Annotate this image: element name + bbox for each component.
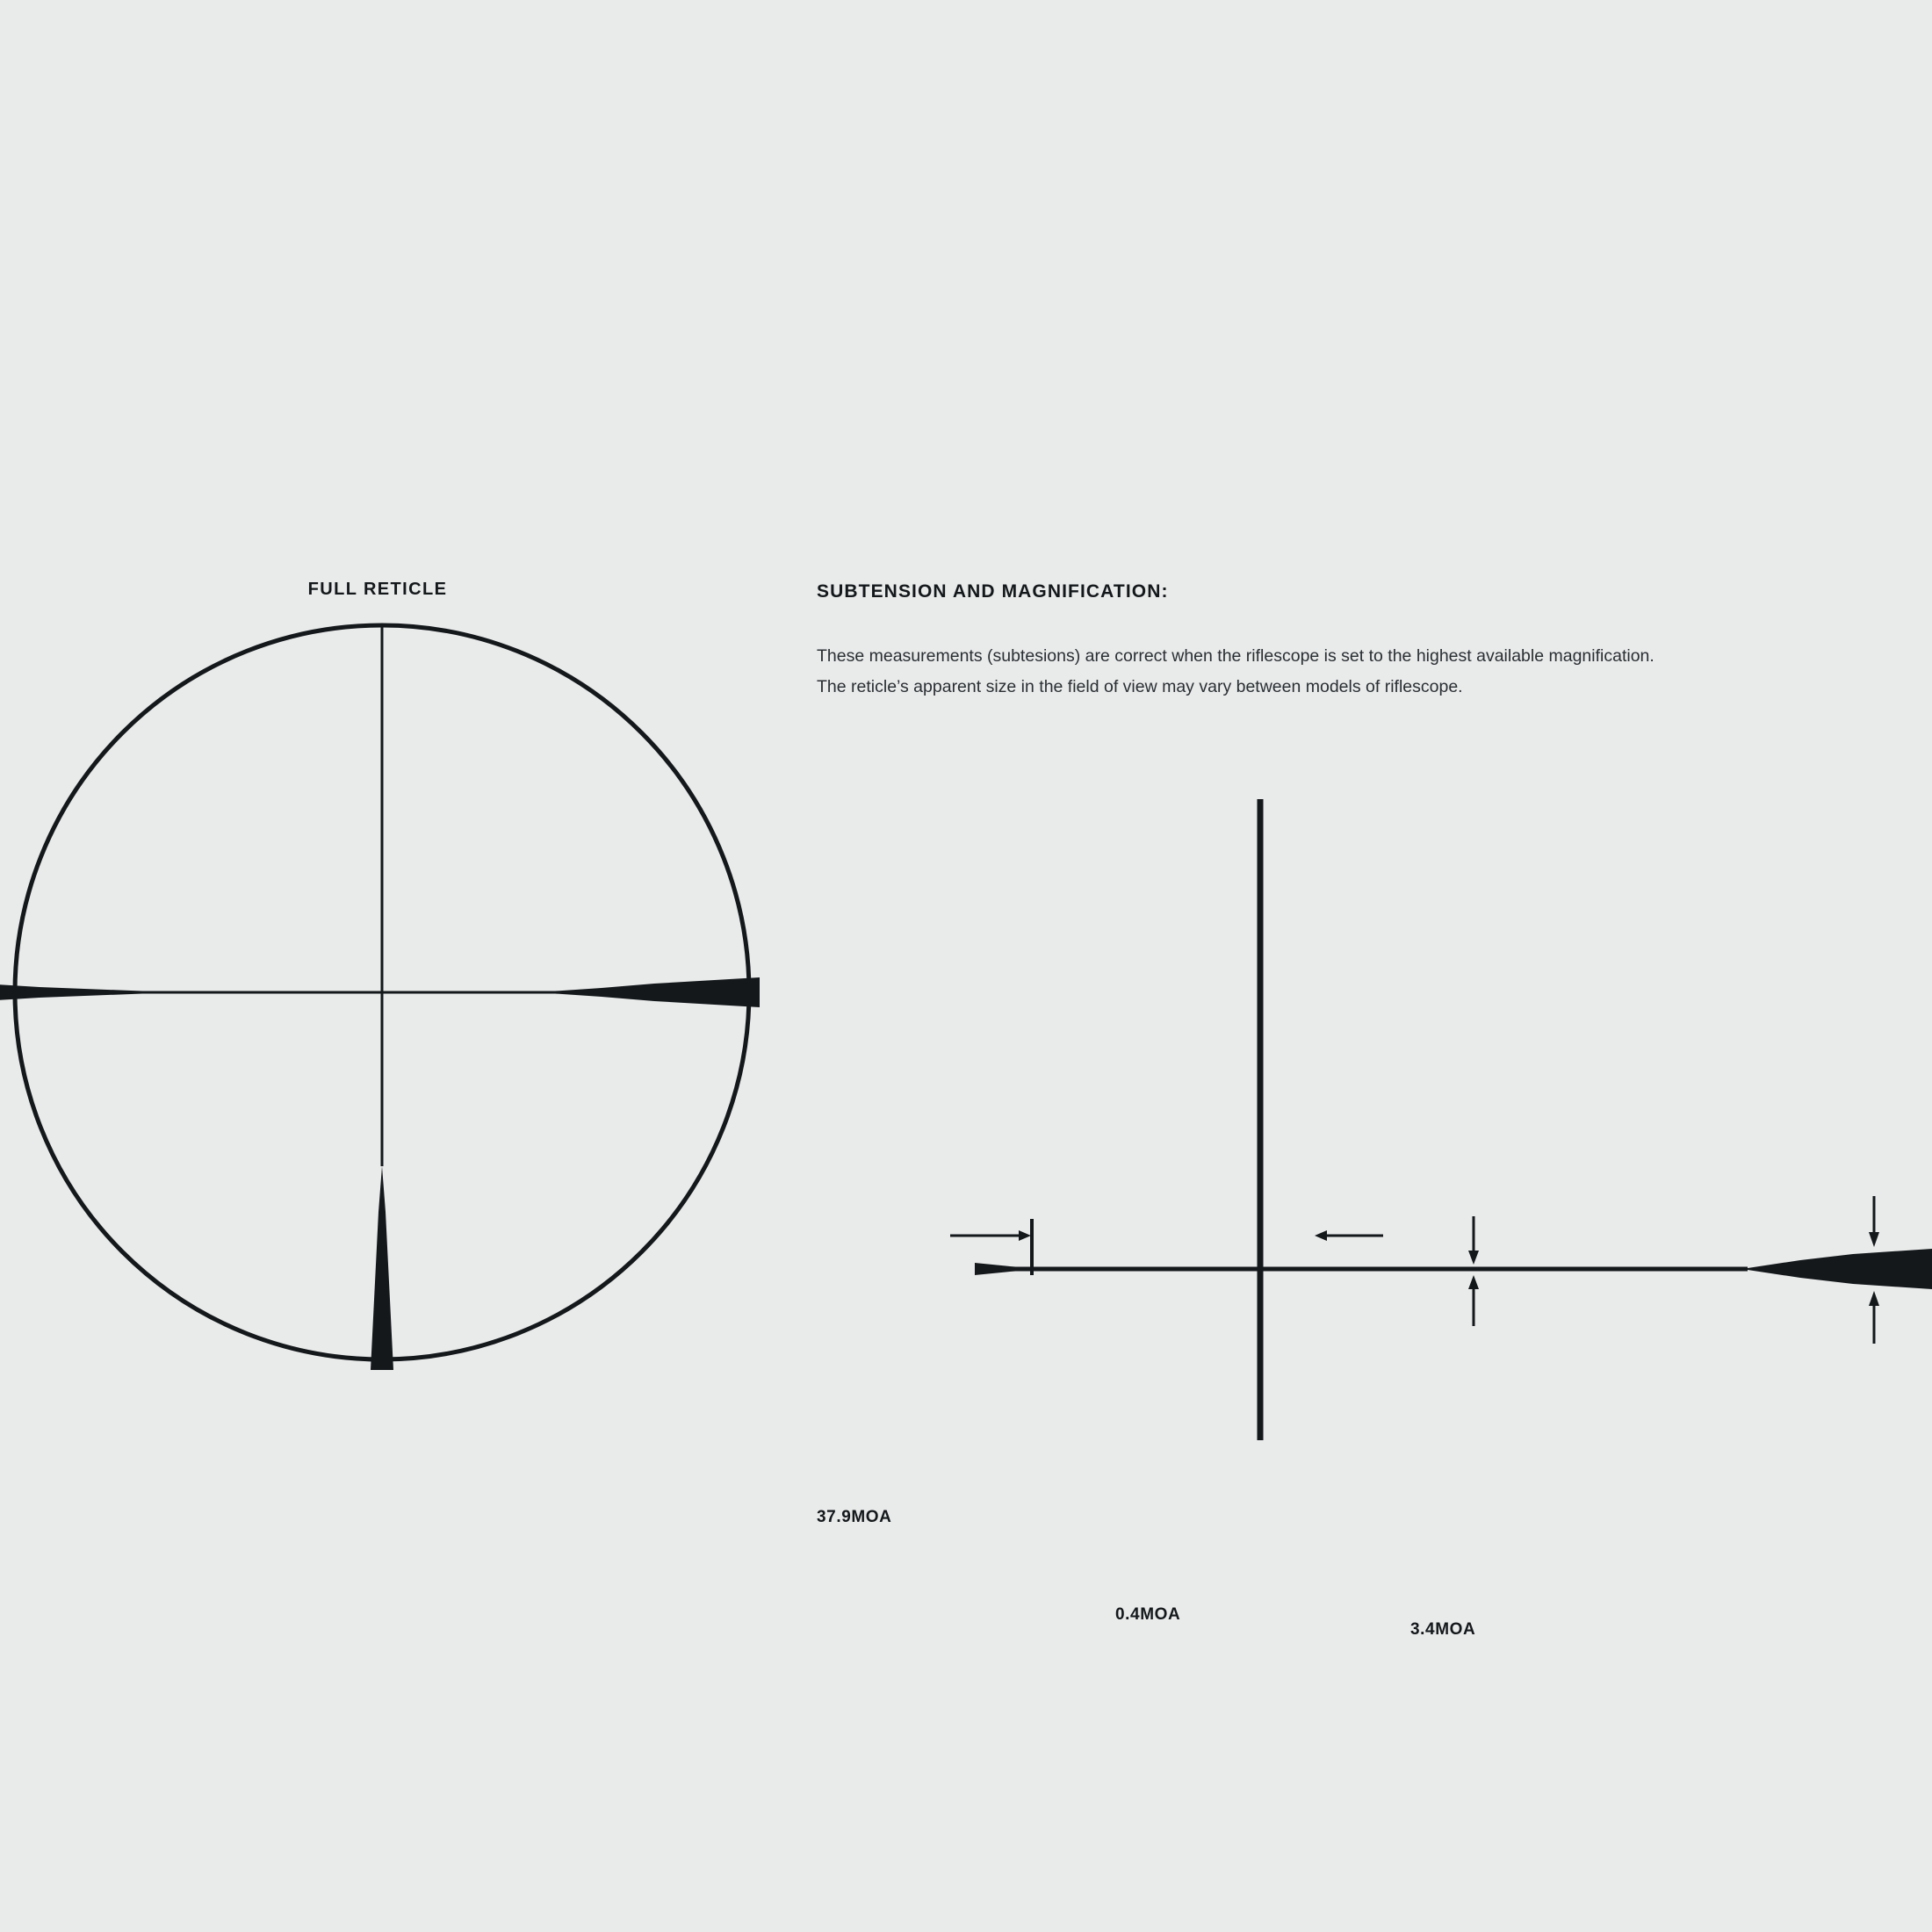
arrow-0-4moa-bottom — [1468, 1275, 1479, 1326]
full-reticle-title: FULL RETICLE — [307, 580, 448, 599]
left-thick-post — [0, 977, 154, 1007]
subtension-diagram — [553, 562, 1932, 1440]
callout-label-thick-post-thickness: 3.4MOA — [1410, 1620, 1476, 1639]
subtension-description-line-2: The reticle’s apparent size in the field of view may vary between models of riflescope. — [817, 677, 1463, 696]
subtension-left-post-tip — [975, 1263, 1032, 1275]
arrow-3-4moa-top — [1869, 1196, 1879, 1247]
subtension-right-thick-post — [1748, 1249, 1932, 1289]
arrow-3-4moa-bottom — [1869, 1291, 1879, 1344]
callout-label-center-crosshair-thickness: 0.4MOA — [1115, 1605, 1181, 1624]
bottom-thick-post — [371, 1166, 393, 1370]
subtension-heading: SUBTENSION AND MAGNIFICATION: — [817, 581, 1169, 602]
callout-label-horizontal-span: 37.9MOA — [817, 1508, 892, 1526]
subtension-panel — [817, 562, 1932, 1639]
arrow-to-center-crosshair — [1315, 1230, 1383, 1241]
subtension-description-line-1: These measurements (subtesions) are correct when the riflescope is set to the highest available magnification. — [817, 646, 1654, 666]
arrow-37-9moa — [950, 1230, 1031, 1241]
arrow-0-4moa-top — [1468, 1216, 1479, 1265]
